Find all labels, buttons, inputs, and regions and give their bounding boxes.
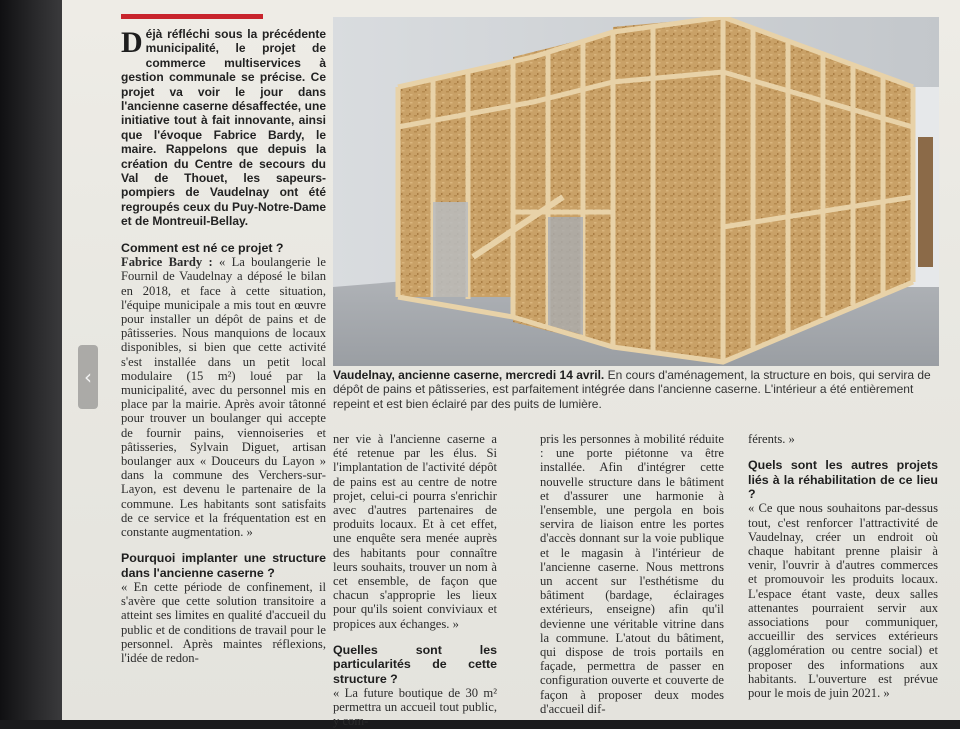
question-heading: Pourquoi implanter une structure dans l'ancienne caserne ?	[121, 551, 326, 580]
article-column-3	[540, 432, 724, 716]
background-shadow	[0, 0, 62, 720]
dropcap: D	[121, 26, 143, 59]
body-paragraph: ner vie à l'ancienne caserne a été retenue par les élus. Si l'implantation de l'activité dépôt de pains est au centre de notre projet, celui-ci pourra s'enrichir avec d'autres partenaires de produits locaux. Et à cet effet, une enquête sera menée auprès des habitants pour connaître leurs souhaits, trouver un nom à cet ensemble, de façon que chacun s'approprie les lieux pour qu'ils soient conviviaux et propices aux échanges. »	[333, 432, 497, 631]
article-column-2	[333, 432, 497, 729]
answer-paragraph: « En cette période de confinement, il s'avère que cette solution transitoire a atteint ses limites en qualité d'accueil du public et de conditions de travail pour le personnel. Après maintes réflexions, l'idée de redon-	[121, 579, 326, 665]
article-column-4	[748, 432, 938, 700]
caption-text: En cours d'aménagement, la structure en bois, qui servira de dépôt de pains et pâtisseries, est parfaitement intégrée dans l'ancienne caserne. L'intérieur a été entièrement repeint et est bien éclairé par des puits de lumière.	[333, 368, 931, 411]
intro-text: éjà réfléchi sous la précédente municipalité, le projet de commerce multiservices à gestion communale se précise. Ce projet va voir le jour dans l'ancienne caserne désaffectée, une initiative tout à fait innovante, ainsi que l'évoque Fabrice Bardy, le maire. Rappelons que depuis la création du Centre de secours du Val de Thouet, les sapeurs-pompiers de Vaudelnay ont été regroupés ceux du Puy-Notre-Dame et de Montreuil-Bellay.	[121, 27, 326, 229]
answer-text: « La boulangerie le Fournil de Vaudelnay a déposé le bilan en 2018, et face à cette situation, l'équipe municipale a mis tout en œuvre pour installer un dépôt de pains et de pâtisseries. Nous manquions de locaux disponibles, si bien que cette activité s'est installée dans un petit local modulaire (15 m²) loué par la municipalité, avec du personnel mis en place par la mairie. Après avoir tâtonné pour trouver un boulanger qui accepte de fournir pains, viennoiseries et pâtisseries, Sylvain Diguet, artisan boulanger aux « Douceurs du Layon » dans la commune des Verchers-sur-Layon, est devenu le partenaire de la commune. Les habitants sont satisfaits de ce service et la fréquentation est en constante augmentation. »	[121, 255, 326, 539]
answer-paragraph: « Ce que nous souhaitons par-dessus tout, c'est renforcer l'attractivité de Vaudelnay, créer un endroit où chaque habitant prenne plaisir à venir, l'ouvrir à d'autres commerces et promouvoir les produits locaux. L'espace étant vaste, deux salles attenantes pourraient servir aux associations pour communiquer, accueillir des services extérieurs (agglomération ou centre social) et proposer des informations aux habitants. L'ouverture est prévue pour le mois de juin 2021. »	[748, 501, 938, 701]
wood-structure-image	[333, 17, 939, 366]
body-paragraph: férents. »	[748, 432, 795, 446]
previous-page-button[interactable]: ‹	[78, 345, 98, 409]
speaker-name: Fabrice Bardy :	[121, 255, 213, 270]
article-column-1	[121, 27, 326, 665]
article-intro	[121, 27, 326, 229]
photo-caption	[333, 368, 939, 411]
question-heading: Comment est né ce projet ?	[121, 240, 284, 255]
body-paragraph: pris les personnes à mobilité réduite : une porte piétonne va être installée. Afin d'intégrer cette nouvelle structure dans le bâtiment et d'assurer une harmonie à l'ensemble, une pergola en bois servira de liaison entre les portes d'accès donnant sur la voie publique et le magasin à l'intérieur de l'ancienne caserne. Nous mettrons un accent sur l'esthétisme du bâtiment (bardage, éclairages extérieurs, enseigne) afin qu'il devienne une véritable vitrine dans la commune. L'atout du bâtiment, qui dispose de trois portails en façade, permettra de passer en configuration ouverte et couverte de façon à proposer deux modes d'accueil dif-	[540, 432, 724, 716]
answer-paragraph	[121, 255, 326, 539]
answer-paragraph: « La future boutique de 30 m² permettra un accueil tout public, y com-	[333, 686, 497, 729]
article-photo	[333, 17, 939, 366]
section-rule	[121, 14, 263, 19]
question-heading: Quelles sont les particularités de cette structure ?	[333, 642, 497, 686]
caption-bold: Vaudelnay, ancienne caserne, mercredi 14 avril.	[333, 368, 605, 382]
question-heading: Quels sont les autres projets liés à la réhabilitation de ce lieu ?	[748, 458, 938, 502]
